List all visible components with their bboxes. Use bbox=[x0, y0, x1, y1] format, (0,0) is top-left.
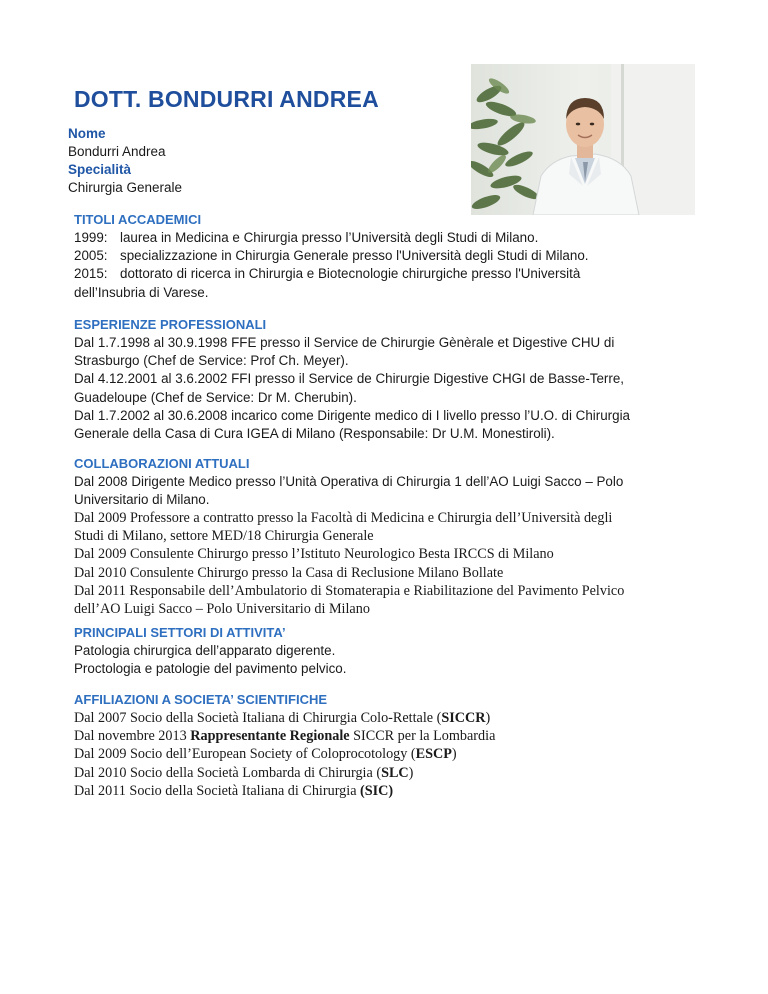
identity-block bbox=[68, 125, 182, 197]
collaborazioni-line: dell’AO Luigi Sacco – Polo Universitario di Milano bbox=[74, 601, 370, 618]
affiliazione-text: Dal novembre 2013 bbox=[74, 728, 191, 745]
affiliazione-line bbox=[74, 709, 495, 727]
esperienze-line: Dal 1.7.2002 al 30.6.2008 incarico come Dirigente medico di I livello presso l’U.O. di Chirurgia bbox=[74, 407, 630, 423]
esperienze-line: Dal 1.7.1998 al 30.9.1998 FFE presso il Service de Chirurgie Gènèrale et Digestive CHU di bbox=[74, 335, 615, 350]
affiliazione-text: ) bbox=[485, 710, 491, 726]
titoli-year: 2005: bbox=[74, 248, 108, 264]
titoli-text: laurea in Medicina e Chirurgia presso l’Università degli Studi di Milano. bbox=[120, 230, 539, 245]
collaborazioni-line: Universitario di Milano. bbox=[74, 492, 210, 508]
esperienze-list bbox=[74, 334, 630, 443]
collaborazioni-line: Dal 2008 Dirigente Medico presso l’Unità Operativa di Chirurgia 1 dell’AO Luigi Sacco – Polo bbox=[74, 474, 624, 489]
section-heading-titoli: TITOLI ACCADEMICI bbox=[74, 212, 202, 227]
portrait-photo bbox=[471, 64, 695, 215]
affiliazione-text: Dal 2011 Socio della Società Italiana di Chirurgia bbox=[74, 782, 361, 799]
collaborazioni-line: Dal 2011 Responsabile dell’Ambulatorio di Stomaterapia e Riabilitazione del Pavimento Pelvico bbox=[74, 582, 625, 599]
collaborazioni-line: Studi di Milano, settore MED/18 Chirurgia Generale bbox=[74, 528, 374, 545]
affiliazione-line bbox=[74, 764, 495, 782]
affiliazione-text: Dal 2010 Socio della Società Lombarda di Chirurgia ( bbox=[74, 764, 382, 781]
esperienze-line: Generale della Casa di Cura IGEA di Milano (Responsabile: Dr U.M. Monestiroli). bbox=[74, 426, 555, 442]
name-value: Bondurri Andrea bbox=[68, 144, 166, 159]
section-heading-affiliazioni: AFFILIAZIONI A SOCIETA’ SCIENTIFICHE bbox=[74, 692, 328, 707]
name-label: Nome bbox=[68, 126, 106, 141]
titoli-line bbox=[74, 229, 588, 247]
specialty-value: Chirurgia Generale bbox=[68, 180, 183, 195]
esperienze-line: Dal 4.12.2001 al 3.6.2002 FFI presso il Service de Chirurgie Digestive CHGI de Basse-Terre, bbox=[74, 371, 625, 387]
collaborazioni-serif-list bbox=[74, 509, 624, 618]
affiliazione-line bbox=[74, 727, 495, 745]
affiliazione-line bbox=[74, 782, 495, 800]
affiliazione-line bbox=[74, 745, 495, 763]
affiliazione-text: Dal 2007 Socio della Società Italiana di Chirurgia Colo-Rettale ( bbox=[74, 710, 442, 726]
section-heading-esperienze: ESPERIENZE PROFESSIONALI bbox=[74, 317, 267, 332]
affiliazione-text: SICCR per la Lombardia bbox=[349, 728, 496, 745]
titoli-continuation: dell’Insubria di Varese. bbox=[74, 284, 209, 300]
settori-line: Patologia chirurgica dell’apparato digerente. bbox=[74, 643, 336, 658]
collaborazioni-line: Dal 2009 Consulente Chirurgo presso l’Istituto Neurologico Besta IRCCS di Milano bbox=[74, 546, 554, 563]
collaborazioni-sans-list bbox=[74, 473, 623, 509]
esperienze-line: Strasburgo (Chef de Service: Prof Ch. Meyer). bbox=[74, 353, 349, 369]
affiliazione-text: Dal 2009 Socio dell’European Society of Coloprocotology ( bbox=[74, 746, 416, 763]
affiliazione-text: ) bbox=[451, 746, 457, 763]
section-heading-collaborazioni: COLLABORAZIONI ATTUALI bbox=[74, 456, 250, 471]
affiliazione-text: ) bbox=[408, 764, 414, 781]
affiliazione-acronym: (SIC) bbox=[360, 782, 394, 799]
collaborazioni-line: Dal 2010 Consulente Chirurgo presso la Casa di Reclusione Milano Bollate bbox=[74, 564, 504, 581]
affiliazione-role: Rappresentante Regionale bbox=[190, 728, 350, 745]
titoli-year: 1999: bbox=[74, 230, 108, 245]
titoli-year: 2015: bbox=[74, 266, 108, 282]
section-heading-settori: PRINCIPALI SETTORI DI ATTIVITA’ bbox=[74, 625, 286, 640]
page-title: DOTT. BONDURRI ANDREA bbox=[74, 86, 379, 112]
collaborazioni-line: Dal 2009 Professore a contratto presso la Facoltà di Medicina e Chirurgia dell’Università degli bbox=[74, 510, 613, 526]
affiliazione-acronym: SICCR bbox=[441, 710, 486, 726]
affiliazione-acronym: SLC bbox=[381, 764, 409, 781]
affiliazioni-list bbox=[74, 709, 495, 800]
specialty-label: Specialità bbox=[68, 162, 132, 177]
titoli-text: dottorato di ricerca in Chirurgia e Biotecnologie chirurgiche presso l'Università bbox=[120, 266, 581, 282]
settori-line: Proctologia e patologie del pavimento pelvico. bbox=[74, 661, 347, 677]
portrait-icon bbox=[471, 64, 695, 215]
affiliazione-acronym: ESCP bbox=[415, 746, 452, 763]
titoli-list bbox=[74, 229, 588, 302]
section-titoli bbox=[74, 211, 201, 229]
esperienze-line: Guadeloupe (Chef de Service: Dr M. Cherubin). bbox=[74, 389, 357, 405]
titoli-line bbox=[74, 265, 588, 283]
settori-list bbox=[74, 642, 346, 678]
titoli-line bbox=[74, 247, 588, 265]
titoli-text: specializzazione in Chirurgia Generale presso l'Università degli Studi di Milano. bbox=[120, 248, 589, 264]
